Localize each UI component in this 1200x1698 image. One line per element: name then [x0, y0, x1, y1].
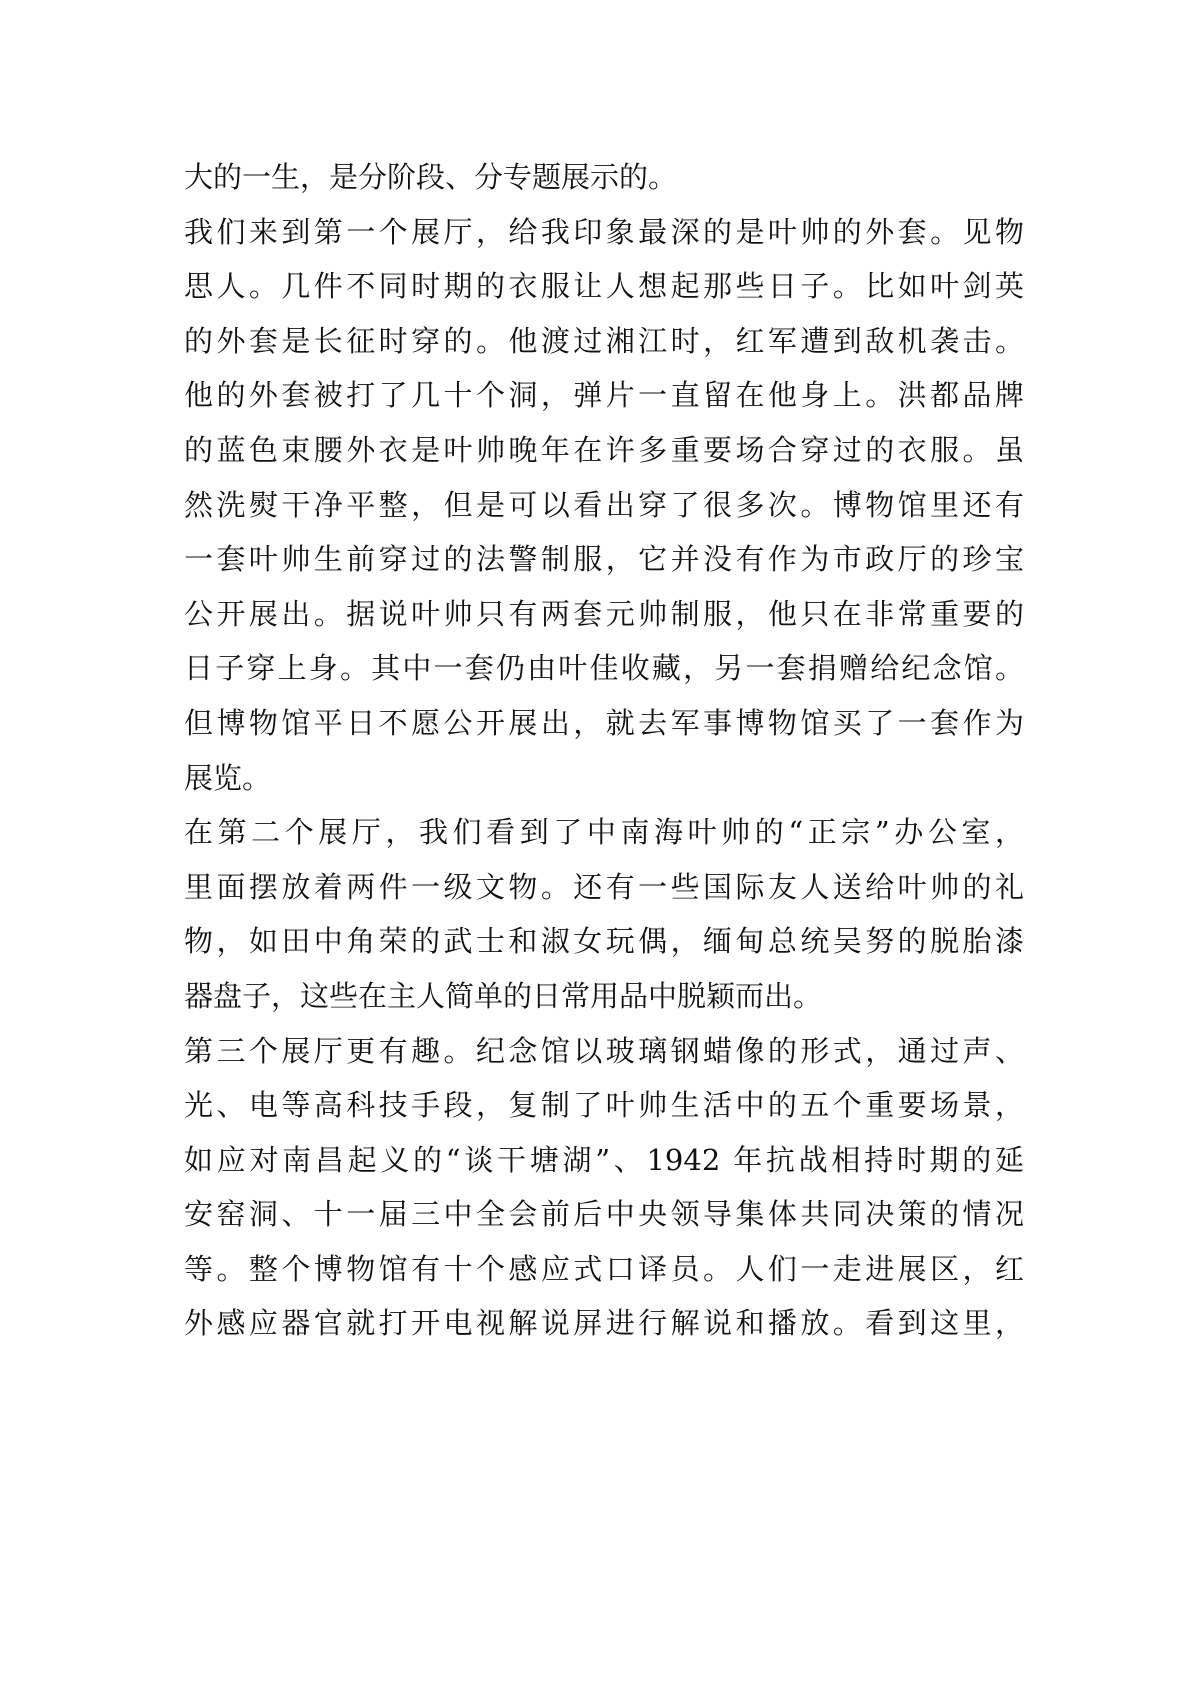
text-line: 如应对南昌起义的“谈干塘湖”、1942 年抗战相持时期的延 — [184, 1142, 1024, 1177]
text-line: 日子穿上身。其中一套仍由叶佳收藏，另一套捐赠给纪念馆。 — [184, 651, 1024, 686]
text-line: 在第二个展厅，我们看到了中南海叶帅的“正宗”办公室， — [184, 815, 1024, 850]
text-line: 外感应器官就打开电视解说屏进行解说和播放。看到这里， — [184, 1306, 1024, 1341]
text-line: 光、电等高科技手段，复制了叶帅生活中的五个重要场景， — [184, 1088, 1024, 1123]
text-line: 第三个展厅更有趣。纪念馆以玻璃钢蜡像的形式，通过声、 — [184, 1033, 1024, 1068]
text-line: 他的外套被打了几十个洞，弹片一直留在他身上。洪都品牌 — [184, 378, 1024, 413]
text-line: 公开展出。据说叶帅只有两套元帅制服，他只在非常重要的 — [184, 596, 1024, 631]
text-line: 展览。 — [184, 760, 272, 795]
text-line: 的蓝色束腰外衣是叶帅晚年在许多重要场合穿过的衣服。虽 — [184, 432, 1024, 467]
text-line: 里面摆放着两件一级文物。还有一些国际友人送给叶帅的礼 — [184, 869, 1024, 904]
text-line: 的外套是长征时穿的。他渡过湘江时，红军遭到敌机袭击。 — [184, 323, 1024, 358]
text-line: 大的一生，是分阶段、分专题展示的。 — [184, 160, 678, 194]
text-line: 物，如田中角荣的武士和淑女玩偶，缅甸总统吴努的脱胎漆 — [184, 924, 1024, 959]
text-line: 我们来到第一个展厅，给我印象最深的是叶帅的外套。见物 — [184, 214, 1024, 249]
body-text — [184, 150, 1024, 1351]
text-line: 器盘子，这些在主人简单的日常用品中脱颖而出。 — [184, 978, 823, 1013]
text-line: 一套叶帅生前穿过的法警制服，它并没有作为市政厅的珍宝 — [184, 542, 1024, 577]
text-line: 等。整个博物馆有十个感应式口译员。人们一走进展区，红 — [184, 1251, 1024, 1286]
text-line: 但博物馆平日不愿公开展出，就去军事博物馆买了一套作为 — [184, 705, 1024, 740]
text-line: 然洗熨干净平整，但是可以看出穿了很多次。博物馆里还有 — [184, 487, 1024, 522]
text-line: 思人。几件不同时期的衣服让人想起那些日子。比如叶剑英 — [184, 269, 1024, 304]
text-line: 安窑洞、十一届三中全会前后中央领导集体共同决策的情况 — [184, 1197, 1024, 1232]
